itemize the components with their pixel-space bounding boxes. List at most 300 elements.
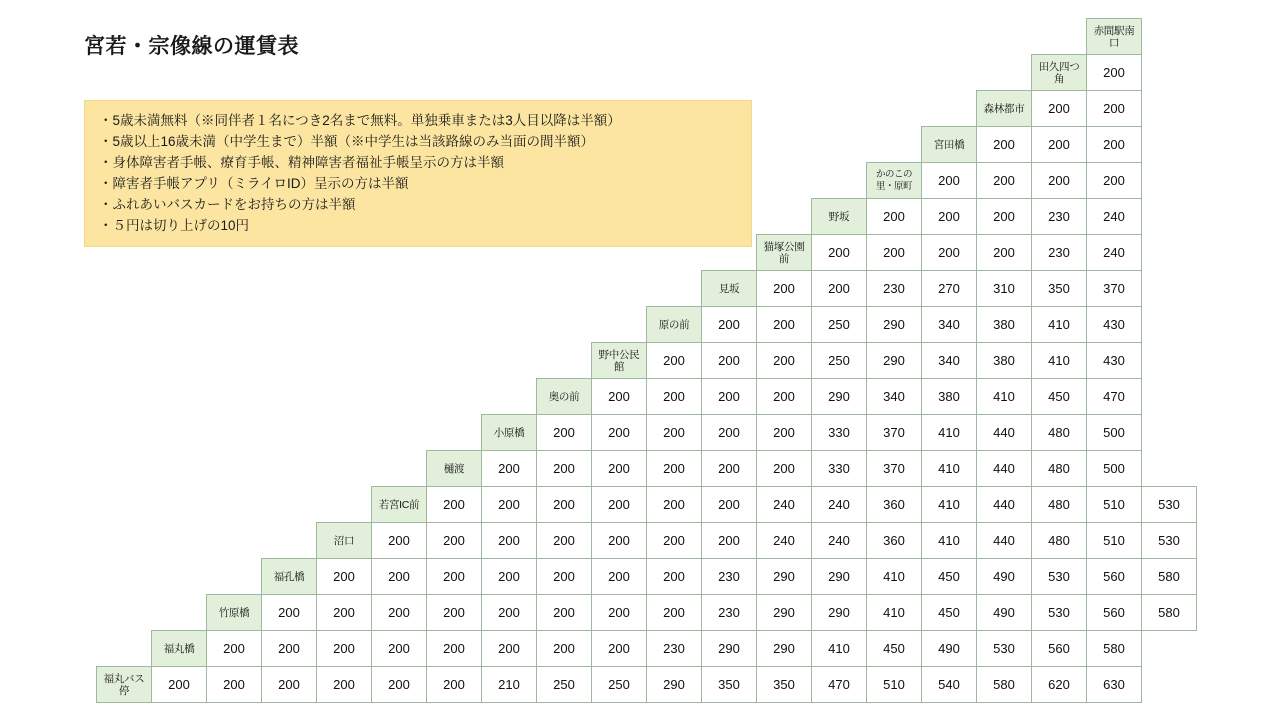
empty-cell <box>647 55 702 91</box>
empty-cell <box>97 91 152 127</box>
fare-cell: 500 <box>1087 451 1142 487</box>
fare-cell: 200 <box>537 595 592 631</box>
fare-cell: 200 <box>647 487 702 523</box>
empty-cell <box>537 271 592 307</box>
stop-name-cell: 野坂 <box>812 199 867 235</box>
empty-cell <box>592 307 647 343</box>
empty-cell <box>372 307 427 343</box>
fare-cell: 270 <box>922 271 977 307</box>
empty-cell <box>867 19 922 55</box>
fare-cell: 230 <box>1032 235 1087 271</box>
empty-cell <box>427 415 482 451</box>
fare-cell: 290 <box>867 307 922 343</box>
empty-cell <box>262 307 317 343</box>
empty-cell <box>97 271 152 307</box>
empty-cell <box>262 127 317 163</box>
fare-cell: 530 <box>977 631 1032 667</box>
empty-cell <box>812 19 867 55</box>
empty-cell <box>152 163 207 199</box>
fare-cell: 370 <box>867 415 922 451</box>
empty-cell <box>317 199 372 235</box>
fare-cell: 200 <box>427 595 482 631</box>
empty-cell <box>757 127 812 163</box>
fare-cell: 240 <box>1087 235 1142 271</box>
empty-cell <box>372 379 427 415</box>
empty-cell <box>977 19 1032 55</box>
fare-cell: 560 <box>1032 631 1087 667</box>
fare-cell: 200 <box>372 595 427 631</box>
empty-cell <box>372 343 427 379</box>
fare-cell: 200 <box>482 523 537 559</box>
empty-cell <box>812 55 867 91</box>
fare-cell: 200 <box>372 523 427 559</box>
empty-cell <box>482 127 537 163</box>
fare-cell: 410 <box>922 451 977 487</box>
fare-cell: 200 <box>647 523 702 559</box>
empty-cell <box>757 199 812 235</box>
fare-cell: 200 <box>372 631 427 667</box>
table-row <box>97 523 1197 559</box>
empty-cell <box>592 19 647 55</box>
fare-cell: 350 <box>757 667 812 703</box>
empty-cell <box>317 235 372 271</box>
fare-cell: 200 <box>1087 55 1142 91</box>
empty-cell <box>207 487 262 523</box>
empty-cell <box>152 379 207 415</box>
fare-cell: 290 <box>757 595 812 631</box>
empty-cell <box>922 55 977 91</box>
fare-cell: 360 <box>867 487 922 523</box>
fare-cell: 200 <box>647 379 702 415</box>
empty-cell <box>592 55 647 91</box>
fare-cell: 490 <box>922 631 977 667</box>
fare-cell: 290 <box>757 559 812 595</box>
fare-cell: 200 <box>1087 127 1142 163</box>
fare-cell: 200 <box>207 631 262 667</box>
empty-cell <box>702 55 757 91</box>
fare-cell: 200 <box>647 559 702 595</box>
table-row <box>97 451 1197 487</box>
empty-cell <box>97 307 152 343</box>
empty-cell <box>427 379 482 415</box>
empty-cell <box>537 19 592 55</box>
empty-cell <box>867 91 922 127</box>
empty-cell <box>262 415 317 451</box>
fare-cell: 200 <box>757 379 812 415</box>
fare-cell: 210 <box>482 667 537 703</box>
table-row <box>97 379 1197 415</box>
fare-cell: 200 <box>262 667 317 703</box>
fare-cell: 230 <box>867 271 922 307</box>
empty-cell <box>537 199 592 235</box>
empty-cell <box>977 55 1032 91</box>
fare-cell: 200 <box>1087 163 1142 199</box>
fare-cell: 200 <box>537 559 592 595</box>
empty-cell <box>427 307 482 343</box>
fare-cell: 370 <box>867 451 922 487</box>
fare-cell: 290 <box>867 343 922 379</box>
empty-cell <box>207 559 262 595</box>
empty-cell <box>97 595 152 631</box>
fare-cell: 200 <box>867 199 922 235</box>
empty-cell <box>97 415 152 451</box>
empty-cell <box>1032 19 1087 55</box>
empty-cell <box>207 379 262 415</box>
empty-cell <box>592 271 647 307</box>
fare-cell: 490 <box>977 559 1032 595</box>
page-title: 宮若・宗像線の運賃表 <box>84 35 299 58</box>
fare-cell: 200 <box>922 163 977 199</box>
fare-cell: 360 <box>867 523 922 559</box>
fare-cell: 410 <box>867 595 922 631</box>
fare-cell: 200 <box>262 595 317 631</box>
stop-name-cell: 福孔橋 <box>262 559 317 595</box>
fare-cell: 330 <box>812 415 867 451</box>
empty-cell <box>97 523 152 559</box>
fare-cell: 200 <box>757 451 812 487</box>
fare-cell: 530 <box>1032 595 1087 631</box>
empty-cell <box>537 55 592 91</box>
fare-cell: 530 <box>1142 523 1197 559</box>
empty-cell <box>152 91 207 127</box>
empty-cell <box>702 127 757 163</box>
fare-cell: 290 <box>757 631 812 667</box>
empty-cell <box>97 451 152 487</box>
fare-cell: 470 <box>812 667 867 703</box>
empty-cell <box>207 55 262 91</box>
table-row <box>97 595 1197 631</box>
fare-cell: 200 <box>482 451 537 487</box>
stop-name-cell: 樋渡 <box>427 451 482 487</box>
stop-name-cell: 猫塚公園前 <box>757 235 812 271</box>
fare-cell: 580 <box>1087 631 1142 667</box>
fare-cell: 200 <box>592 595 647 631</box>
fare-cell: 200 <box>427 631 482 667</box>
empty-cell <box>207 127 262 163</box>
empty-cell <box>482 271 537 307</box>
empty-cell <box>207 91 262 127</box>
empty-cell <box>317 271 372 307</box>
empty-cell <box>207 415 262 451</box>
empty-cell <box>867 55 922 91</box>
empty-cell <box>702 163 757 199</box>
fare-cell: 200 <box>647 595 702 631</box>
empty-cell <box>97 379 152 415</box>
empty-cell <box>152 55 207 91</box>
fare-cell: 480 <box>1032 451 1087 487</box>
table-row <box>97 667 1197 703</box>
empty-cell <box>262 91 317 127</box>
fare-cell: 620 <box>1032 667 1087 703</box>
empty-cell <box>262 199 317 235</box>
empty-cell <box>427 19 482 55</box>
empty-cell <box>647 19 702 55</box>
fare-cell: 200 <box>482 595 537 631</box>
fare-cell: 530 <box>1142 487 1197 523</box>
fare-cell: 200 <box>1032 127 1087 163</box>
empty-cell <box>922 91 977 127</box>
fare-cell: 200 <box>977 127 1032 163</box>
fare-cell: 200 <box>592 487 647 523</box>
fare-cell: 580 <box>1142 559 1197 595</box>
empty-cell <box>702 91 757 127</box>
note-line: ・５円は切り上げの10円 <box>99 218 250 233</box>
stop-name-cell: 赤間駅南口 <box>1087 19 1142 55</box>
empty-cell <box>427 127 482 163</box>
fare-cell: 200 <box>702 343 757 379</box>
fare-cell: 230 <box>1032 199 1087 235</box>
empty-cell <box>97 235 152 271</box>
fare-cell: 200 <box>812 271 867 307</box>
fare-cell: 480 <box>1032 487 1087 523</box>
empty-cell <box>97 199 152 235</box>
fare-cell: 240 <box>757 523 812 559</box>
empty-cell <box>262 523 317 559</box>
fare-cell: 200 <box>317 667 372 703</box>
fare-cell: 200 <box>757 271 812 307</box>
stop-name-cell: 小原橋 <box>482 415 537 451</box>
table-row <box>97 343 1197 379</box>
table-row <box>97 127 1197 163</box>
note-line: ・ふれあいバスカードをお持ちの方は半額 <box>99 197 356 212</box>
table-row <box>97 271 1197 307</box>
fare-cell: 330 <box>812 451 867 487</box>
stop-name-cell: 田久四つ角 <box>1032 55 1087 91</box>
empty-cell <box>152 307 207 343</box>
fare-cell: 200 <box>262 631 317 667</box>
fare-cell: 230 <box>702 595 757 631</box>
fare-cell: 450 <box>1032 379 1087 415</box>
empty-cell <box>152 199 207 235</box>
fare-cell: 240 <box>1087 199 1142 235</box>
note-line: ・身体障害者手帳、療育手帳、精神障害者福祉手帳呈示の方は半額 <box>99 155 504 170</box>
empty-cell <box>647 163 702 199</box>
empty-cell <box>97 559 152 595</box>
fare-cell: 310 <box>977 271 1032 307</box>
fare-cell: 480 <box>1032 415 1087 451</box>
fare-cell: 200 <box>922 199 977 235</box>
empty-cell <box>262 55 317 91</box>
fare-cell: 200 <box>592 631 647 667</box>
empty-cell <box>537 307 592 343</box>
empty-cell <box>207 271 262 307</box>
empty-cell <box>592 91 647 127</box>
fare-cell: 580 <box>977 667 1032 703</box>
table-row <box>97 55 1197 91</box>
fare-cell: 200 <box>647 343 702 379</box>
empty-cell <box>372 91 427 127</box>
table-row <box>97 235 1197 271</box>
empty-cell <box>372 55 427 91</box>
fare-cell: 240 <box>757 487 812 523</box>
fare-cell: 240 <box>812 487 867 523</box>
fare-cell: 440 <box>977 415 1032 451</box>
empty-cell <box>262 19 317 55</box>
fare-cell: 510 <box>1087 487 1142 523</box>
empty-cell <box>482 199 537 235</box>
empty-cell <box>262 379 317 415</box>
empty-cell <box>372 235 427 271</box>
fare-cell: 510 <box>1087 523 1142 559</box>
empty-cell <box>262 163 317 199</box>
empty-cell <box>482 163 537 199</box>
fare-cell: 200 <box>702 307 757 343</box>
empty-cell <box>482 235 537 271</box>
empty-cell <box>97 487 152 523</box>
fare-cell: 350 <box>1032 271 1087 307</box>
empty-cell <box>152 559 207 595</box>
stop-name-cell: 沼口 <box>317 523 372 559</box>
fare-cell: 200 <box>537 451 592 487</box>
empty-cell <box>592 235 647 271</box>
fare-cell: 200 <box>427 559 482 595</box>
fare-cell: 200 <box>702 415 757 451</box>
fare-cell: 200 <box>372 559 427 595</box>
table-row <box>97 19 1197 55</box>
empty-cell <box>482 55 537 91</box>
empty-cell <box>262 235 317 271</box>
empty-cell <box>482 91 537 127</box>
fare-cell: 200 <box>757 415 812 451</box>
fare-cell: 200 <box>207 667 262 703</box>
empty-cell <box>482 307 537 343</box>
empty-cell <box>922 19 977 55</box>
empty-cell <box>537 343 592 379</box>
empty-cell <box>647 235 702 271</box>
fare-cell: 200 <box>812 235 867 271</box>
fare-cell: 200 <box>427 487 482 523</box>
empty-cell <box>207 307 262 343</box>
fare-cell: 340 <box>922 343 977 379</box>
fare-cell: 410 <box>977 379 1032 415</box>
table-row <box>97 631 1197 667</box>
empty-cell <box>647 127 702 163</box>
empty-cell <box>482 19 537 55</box>
fare-cell: 490 <box>977 595 1032 631</box>
fare-cell: 200 <box>317 595 372 631</box>
empty-cell <box>207 523 262 559</box>
empty-cell <box>757 91 812 127</box>
empty-cell <box>152 127 207 163</box>
table-row <box>97 559 1197 595</box>
empty-cell <box>372 127 427 163</box>
empty-cell <box>152 523 207 559</box>
empty-cell <box>427 343 482 379</box>
empty-cell <box>152 487 207 523</box>
empty-cell <box>152 451 207 487</box>
fare-cell: 290 <box>812 379 867 415</box>
empty-cell <box>317 487 372 523</box>
fare-cell: 200 <box>482 559 537 595</box>
stop-name-cell: 竹原橋 <box>207 595 262 631</box>
note-line: ・障害者手帳アプリ（ミライロID）呈示の方は半額 <box>99 176 409 191</box>
empty-cell <box>427 271 482 307</box>
empty-cell <box>317 379 372 415</box>
empty-cell <box>372 415 427 451</box>
empty-cell <box>97 631 152 667</box>
empty-cell <box>372 451 427 487</box>
stop-name-cell: 若宮IC前 <box>372 487 427 523</box>
empty-cell <box>702 235 757 271</box>
fare-cell: 200 <box>537 631 592 667</box>
fare-cell: 540 <box>922 667 977 703</box>
empty-cell <box>262 271 317 307</box>
fare-cell: 200 <box>757 343 812 379</box>
fare-cell: 200 <box>537 487 592 523</box>
fare-cell: 230 <box>647 631 702 667</box>
empty-cell <box>812 127 867 163</box>
empty-cell <box>427 235 482 271</box>
fare-cell: 200 <box>702 487 757 523</box>
fare-cell: 440 <box>977 523 1032 559</box>
fare-cell: 340 <box>867 379 922 415</box>
empty-cell <box>702 199 757 235</box>
stop-name-cell: 宮田橋 <box>922 127 977 163</box>
empty-cell <box>647 199 702 235</box>
fare-cell: 290 <box>812 559 867 595</box>
fare-cell: 200 <box>427 523 482 559</box>
fare-cell: 440 <box>977 451 1032 487</box>
fare-cell: 410 <box>922 523 977 559</box>
fare-cell: 200 <box>977 235 1032 271</box>
empty-cell <box>97 127 152 163</box>
empty-cell <box>207 163 262 199</box>
fare-cell: 200 <box>592 451 647 487</box>
fare-cell: 450 <box>922 595 977 631</box>
fare-cell: 200 <box>152 667 207 703</box>
fare-cell: 200 <box>867 235 922 271</box>
empty-cell <box>537 91 592 127</box>
stop-name-cell: 奥の前 <box>537 379 592 415</box>
empty-cell <box>152 235 207 271</box>
fare-cell: 200 <box>317 559 372 595</box>
fare-cell: 200 <box>702 379 757 415</box>
fare-cell: 200 <box>702 523 757 559</box>
table-row <box>97 163 1197 199</box>
empty-cell <box>317 415 372 451</box>
fare-cell: 200 <box>647 451 702 487</box>
empty-cell <box>537 163 592 199</box>
stop-name-cell: 見坂 <box>702 271 757 307</box>
fare-cell: 290 <box>702 631 757 667</box>
empty-cell <box>152 595 207 631</box>
fare-cell: 200 <box>647 415 702 451</box>
stop-name-cell: かのこの里・原町 <box>867 163 922 199</box>
fare-cell: 250 <box>537 667 592 703</box>
stop-name-cell: 野中公民館 <box>592 343 647 379</box>
empty-cell <box>97 55 152 91</box>
empty-cell <box>372 163 427 199</box>
empty-cell <box>427 91 482 127</box>
fare-cell: 510 <box>867 667 922 703</box>
fare-cell: 430 <box>1087 307 1142 343</box>
fare-cell: 380 <box>977 343 1032 379</box>
empty-cell <box>317 19 372 55</box>
fare-cell: 440 <box>977 487 1032 523</box>
fare-cell: 200 <box>372 667 427 703</box>
empty-cell <box>317 343 372 379</box>
fare-cell: 200 <box>977 199 1032 235</box>
empty-cell <box>262 451 317 487</box>
fare-cell: 410 <box>922 415 977 451</box>
stop-name-cell: 福丸バス停 <box>97 667 152 703</box>
fare-cell: 200 <box>922 235 977 271</box>
fare-table <box>96 18 1197 703</box>
empty-cell <box>152 19 207 55</box>
empty-cell <box>317 55 372 91</box>
note-line: ・5歳以上16歳未満（中学生まで）半額（※中学生は当該路線のみ当面の間半額） <box>99 134 595 149</box>
fare-cell: 200 <box>482 487 537 523</box>
